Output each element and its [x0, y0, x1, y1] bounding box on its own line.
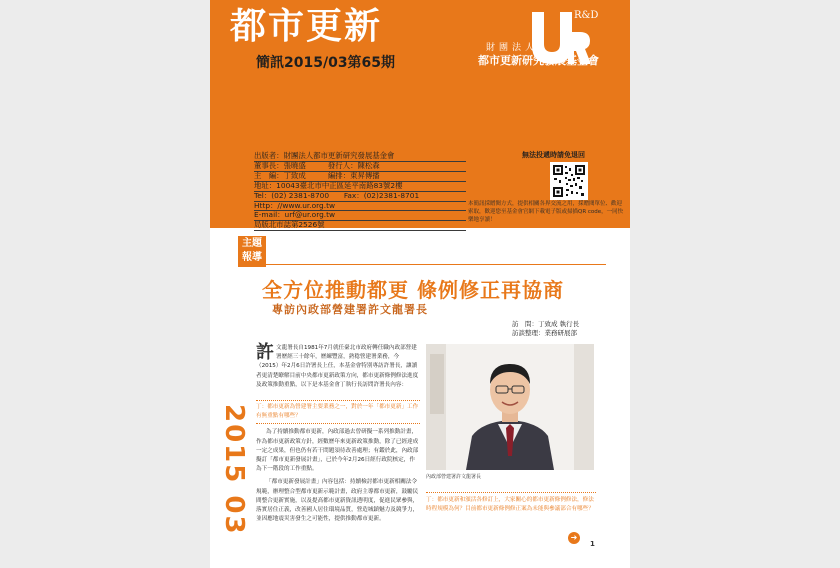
page-number: 1 — [590, 540, 595, 548]
chairman-line: 董事長：張曉盛 發行人：陳松森 — [254, 162, 466, 172]
interviewee-photo — [426, 344, 594, 470]
masthead — [210, 0, 630, 228]
answer-paragraph-one: 為了持續推動都市更新，內政部過去曾研擬一系列推動計畫，作為都市更新政策方針，經數歷年來更新政策推動，除了已經達成一定之成果，但也仍有若干問題須待改善處理；有鑑於此，內政部擬訂「都市更新發展計畫」，已於今年2月26日經行政院核定，作為下一階段的工作重點。 — [256, 429, 419, 473]
newsletter-page — [210, 0, 630, 568]
article-column-left — [256, 344, 420, 528]
article-intro: 文龍署長自1981年7月就任臺北市政府轉任職內政部營建署歷經三十餘年，歷練豐富，熟稔營建署業務，今（2015）年2月6日許署長上任，本基金會特別專訪許署長，讓讀者更清楚瞭解目前中央都市更新政策方向，都市更新條例修法進度及政策推動重點，以下是本基金會丁執行長訪問許署長內容： — [256, 345, 419, 388]
address-line: 地址：10043臺北市中正區延平南路83號2樓 — [254, 182, 466, 192]
question-one: 丁：都市更新為營建署主要業務之一，對於一年「都市更新」工作有無重點有哪些？ — [256, 400, 420, 424]
next-page-arrow-icon[interactable]: ➜ — [568, 532, 580, 544]
article-subheadline: 專訪內政部營建署許文龍署長 — [272, 303, 428, 316]
foundation-prefix: 財團法人 — [486, 43, 539, 53]
publisher-line: 出版者：財團法人都市更新研究發展基金會 — [254, 152, 466, 162]
interviewer-credit: 訪 問：丁致成 執行長 — [512, 320, 580, 328]
qr-label: 無法投遞時請免退回 — [522, 151, 585, 159]
phone-line: Tel：(02) 2381-8700 Fax：(02)2381-8701 — [254, 192, 466, 202]
photo-caption: 內政部營建署許文龍署長 — [426, 474, 482, 480]
drop-cap: 許 — [256, 342, 274, 363]
article-column-right — [426, 484, 596, 514]
answer-paragraph-two: 「都市更新發展計畫」內容包括：持續檢討都市更新相關法令規範，辦理整合型都市更新示範計畫，政府主導都市更新，鼓勵民間整合更新實施，以及提高都市更新資訊透明度，促進民眾參與，落實居住正義，改善國人居住環境品質，營造城鎮魅力及競爭力，並因應地震災害發生之可能性，提供推動都市更新。 — [256, 479, 419, 523]
section-divider — [266, 264, 606, 265]
question-two: 丁：都市更新和頒活各修訂上，大家關心的都市更新條例修法，修法時程規模為何？目前都市更新條例修正案為未能與參議部合有哪些？ — [426, 492, 596, 514]
issue-number: 簡訊2015/03第65期 — [256, 55, 396, 71]
qr-code-icon[interactable] — [550, 162, 588, 200]
editor-credit: 訪談整理：業務研展部 — [512, 329, 577, 337]
foundation-name: 都市更新研究發展基金會 — [478, 54, 599, 67]
distribution-notice: 本簡訊採贈閱方式，提供相關各界交流之用，採贈閱單位、歡迎索取，歡迎您至基金會官網下載電子版或掃描QR code，一同快樂地享讀！ — [468, 201, 624, 223]
vertical-year: 2015 03 — [219, 404, 249, 536]
logo-rd-mark: R&D — [574, 10, 599, 21]
article-headline: 全方位推動都更 條例修正再協商 — [262, 278, 564, 302]
email-line[interactable]: E-mail：urf@ur.org.tw — [254, 211, 466, 221]
magazine-title: 都市更新 — [230, 5, 383, 47]
section-tag: 主題報導 — [238, 236, 266, 267]
website-line[interactable]: Http：//www.ur.org.tw — [254, 202, 466, 212]
publisher-info — [254, 152, 466, 231]
editor-line: 主 編：丁致成 編排：東昇傳播 — [254, 172, 466, 182]
article-credits — [512, 320, 579, 338]
license-line: 局版北市誌第2526號 — [254, 221, 466, 231]
